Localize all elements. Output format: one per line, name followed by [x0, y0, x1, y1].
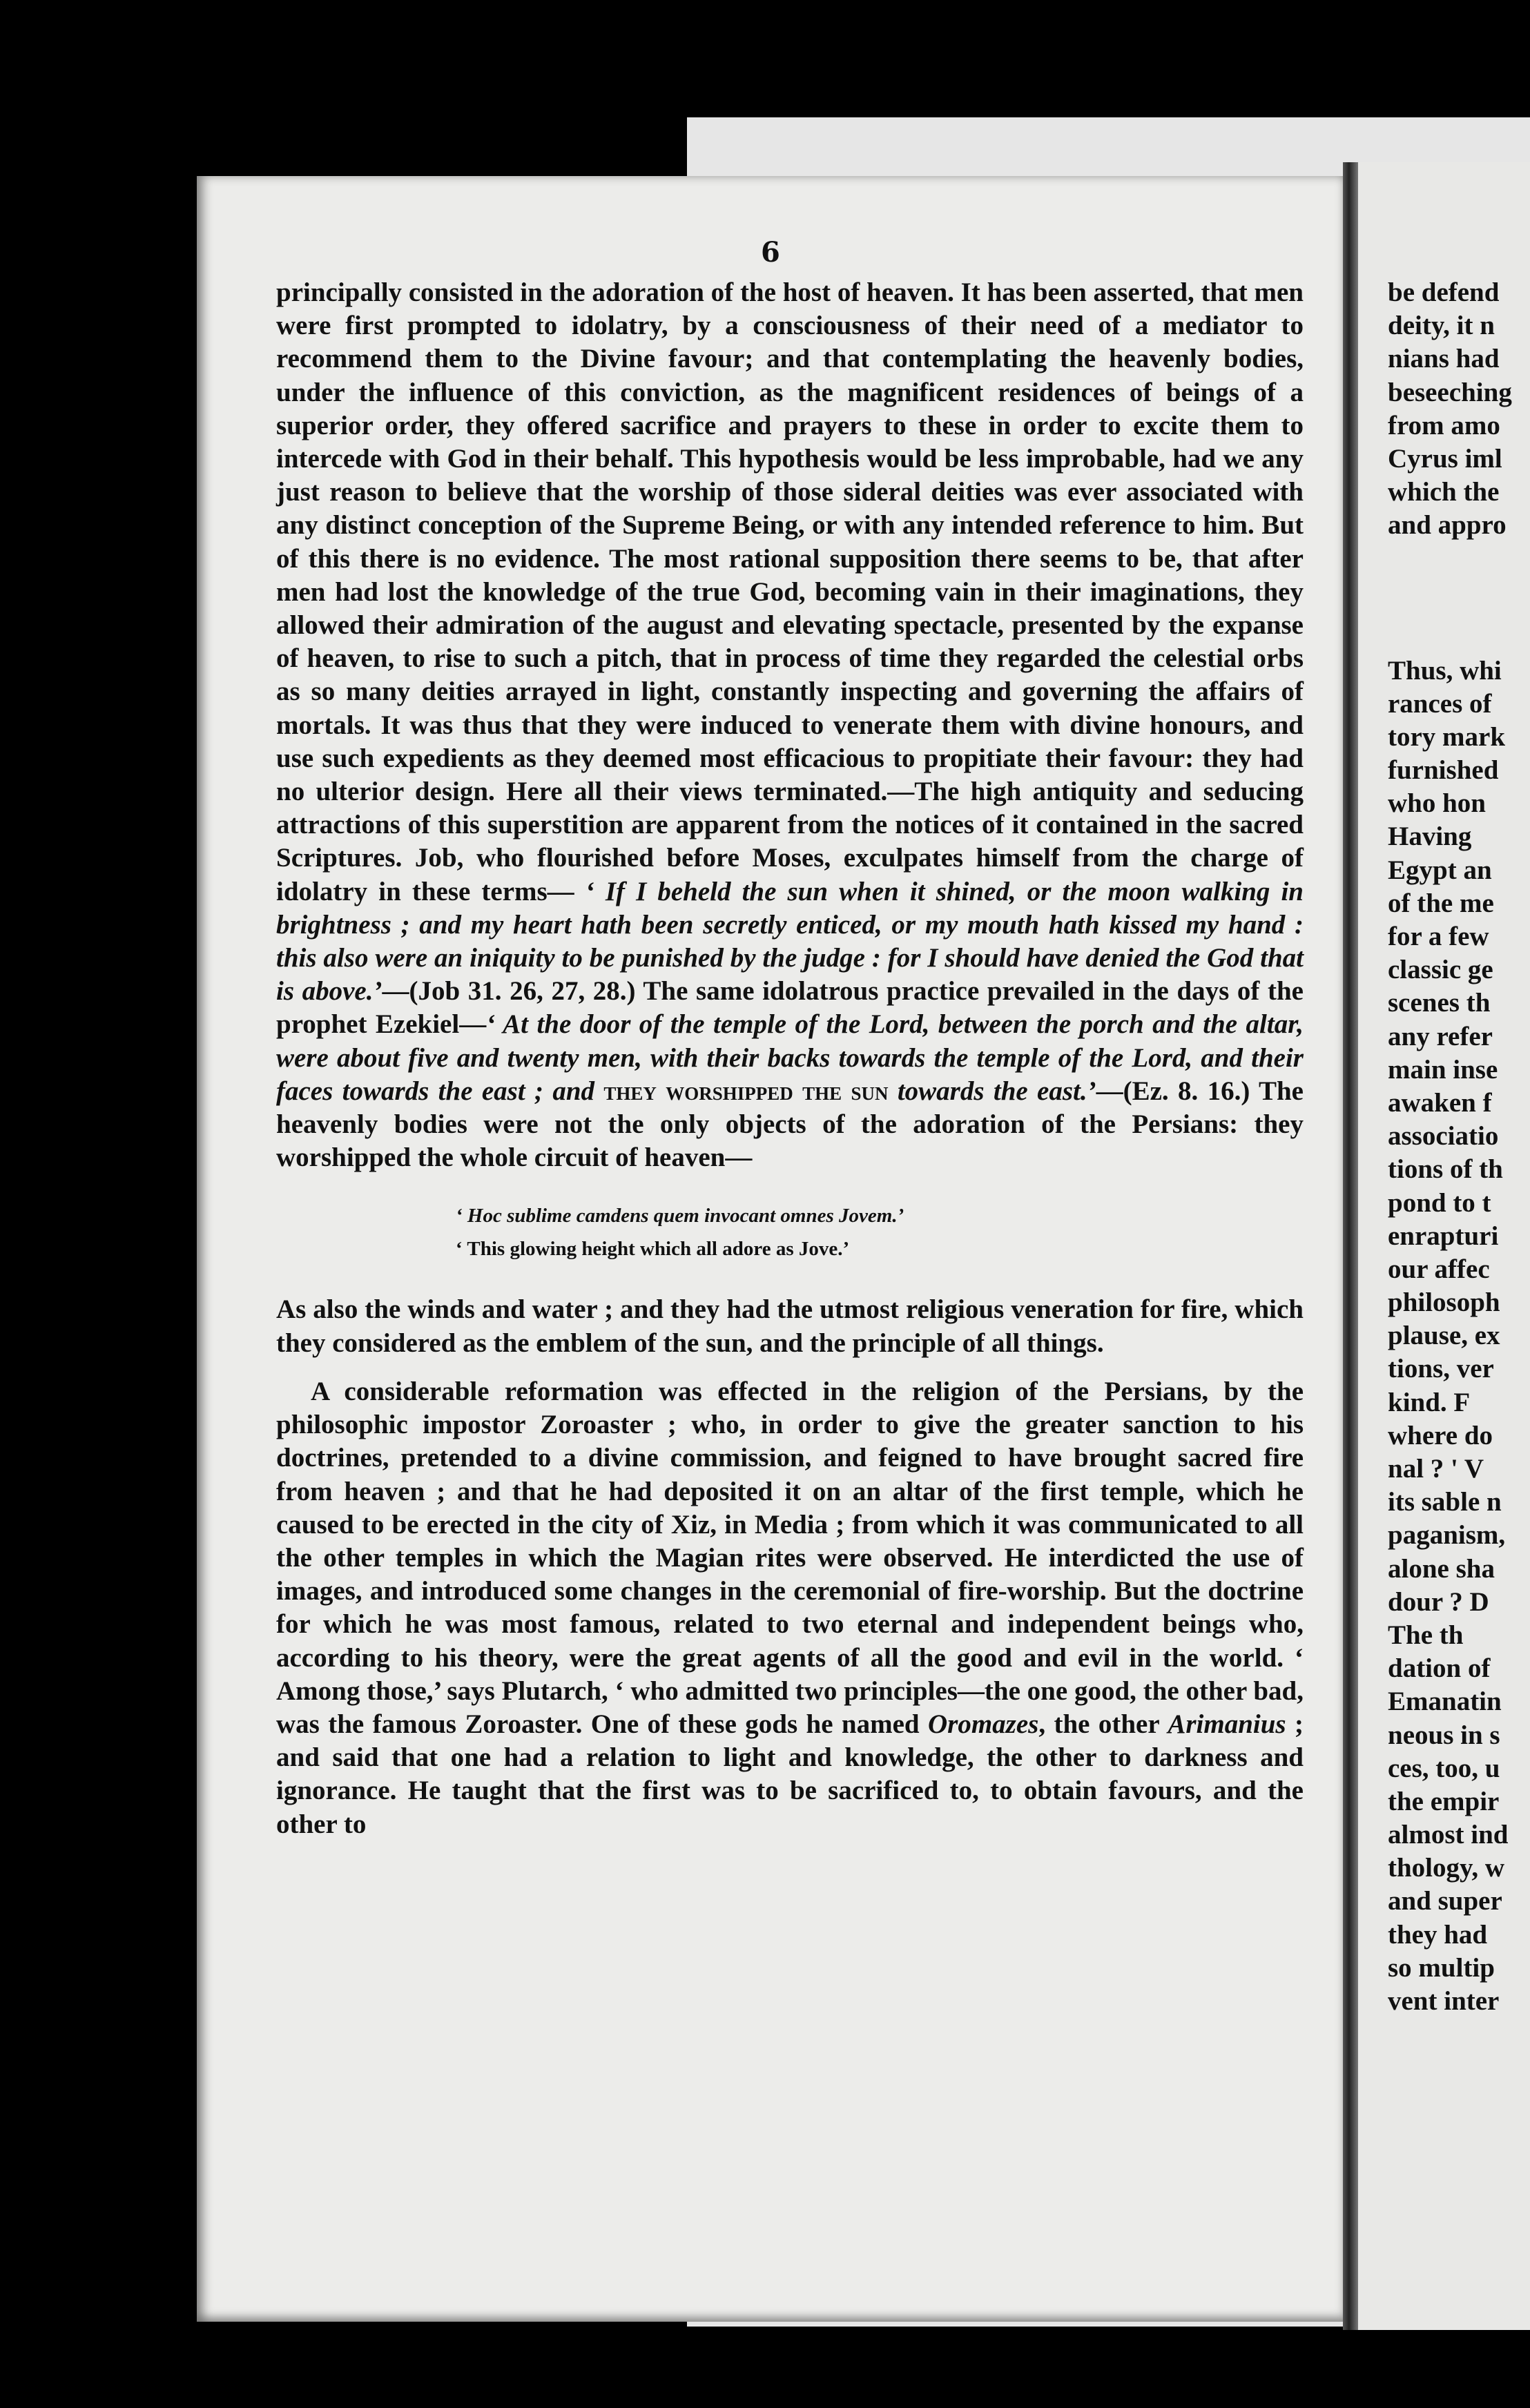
page-number: 6 [761, 236, 780, 269]
right-line: beseeching [1388, 377, 1512, 407]
right-line: nians had [1388, 344, 1500, 374]
right-line: Having [1388, 822, 1472, 852]
right-line: Emanatin [1388, 1687, 1502, 1717]
right-line: tory mark [1388, 721, 1506, 752]
paragraph-text: principally consisted in the adoration of the host of heaven. It has been asserted, that men were first prompted to idolatry, by a consciousness of their need of a mediator to recommend them to the Divine favour; and that contemplating the heavenly bodies, under the influence of this conviction, as the magnificent residences of beings of a superior order, they offered sacrifice and prayers to these in order to excite them to intercede with God in their behalf. This hypothesis would be less improbable, had we any just reason to believe that the worship of those sideral deities was ever associated with any distinct conception of the Supreme Being, or with any intended reference to him. But of this there is no evidence. The most rational supposition there seems to be, that after men had lost the knowledge of the true God, becoming vain in their imaginations, they allowed their admiration of the august and elevating spectacle, presented by the expanse of heaven, to rise to such a pitch, that in process of time they regarded the celestial orbs as so many deities arrayed in light, constantly inspecting and governing the affairs of mortals. It was thus that they were induced to venerate them with divine honours, and use such expedients as they deemed most efficacious to propitiate their favour: they had no ulterior design. Here all their views terminated.—The high antiquity and seducing attractions of this superstition are apparent from the notices of it contained in the sacred Scriptures. Job, who flourished before Moses, exculpates himself from the charge of idolatry in these terms— [276, 278, 1304, 906]
right-line: Cyrus iml [1388, 443, 1502, 474]
job-reference: —(Job 31. 26, 27, 28.) The same idolatrous practice prevailed in the days of the prophet Ezekiel— [276, 976, 1304, 1040]
right-line: where do [1388, 1420, 1493, 1450]
right-line: Thus, whi [1388, 655, 1502, 686]
ezekiel-quote-end: towards the east.’ [897, 1076, 1096, 1106]
oromazes-name: Oromazes [927, 1709, 1039, 1739]
right-line: associatio [1388, 1121, 1499, 1152]
right-line: The th [1388, 1620, 1464, 1650]
right-line: classic ge [1388, 955, 1493, 985]
right-page-text [1388, 276, 1530, 2018]
right-line: awaken f [1388, 1087, 1492, 1118]
right-line: Egypt an [1388, 855, 1492, 885]
main-text-column [276, 276, 1304, 1841]
ezekiel-small-caps: they worshipped the sun [603, 1076, 889, 1106]
paragraph-zoroaster [276, 1375, 1304, 1841]
right-line: for a few [1388, 922, 1489, 951]
right-line: furnished [1388, 755, 1499, 786]
right-line: deity, it n [1388, 311, 1495, 341]
right-line: nal ? ' V [1388, 1454, 1484, 1484]
right-line: philosoph [1388, 1288, 1500, 1318]
right-line: almost ind [1388, 1820, 1509, 1850]
ezekiel-reference: —(Ez. 8. 16.) The heavenly bodies were not the only objects of the adoration of the Persians: they worshipped the whole circuit of heaven— [276, 1076, 1304, 1173]
right-line: main inse [1388, 1054, 1498, 1085]
arimanius-name: Arimanius [1168, 1709, 1286, 1739]
paragraph-winds: As also the winds and water ; and they had the utmost religious veneration for fire, which they considered as the emblem of the sun, and the principle of all things. [276, 1294, 1304, 1358]
right-line: and appro [1388, 510, 1507, 541]
section-gap [1388, 543, 1530, 654]
right-line: paganism, [1388, 1520, 1506, 1551]
right-line: pond to t [1388, 1187, 1491, 1218]
right-line: enrapturi [1388, 1221, 1499, 1251]
right-line: which the [1388, 477, 1500, 507]
zoroaster-text-end: ; and said that one had a relation to light and knowledge, the other to darkness and ignorance. He taught that the first was to be sacrificed to, to obtain favours, and the other to [276, 1709, 1304, 1839]
right-line: of the me [1388, 888, 1494, 918]
right-line: dour ? D [1388, 1586, 1489, 1617]
right-line: dation of [1388, 1653, 1491, 1684]
ezekiel-quote: ‘ At the door of the temple of the Lord, between the porch and the altar, were about five and twenty men, with their backs towards the temple of the Lord, and their faces towards the east ; and [276, 1009, 1304, 1106]
verse-latin: ‘ Hoc sublime camdens quem invocant omnes Jovem.’ [456, 1205, 904, 1227]
right-line: kind. F [1388, 1387, 1471, 1417]
right-line: tions of th [1388, 1154, 1503, 1185]
right-line: plause, ex [1388, 1321, 1500, 1351]
book-gutter [1343, 162, 1358, 2330]
zoroaster-text: A considerable reformation was effected in the religion of the Persians, by the philosophic impostor Zoroaster ; who, in order to give the greater sanction to his doctrines, pretended to a divine commission, and feigned to have brought sacred fire from heaven ; and that he had deposited it on an altar of the first temple, which he caused to be erected in the city of Xiz, in Media ; from which it was communicated to all the other temples in which the Magian rites were observed. He interdicted the use of images, and introduced some changes in the ceremonial of fire-worship. But the doctrine for which he was most famous, related to two eternal and independent beings who, according to his theory, were the great agents of all the good and evil in the world. ‘ Among those,’ says Plutarch, ‘ who admitted two principles—the one good, the other bad, was the famous Zoroaster. One of these gods he named [276, 1376, 1304, 1739]
right-line: our affec [1388, 1254, 1490, 1284]
right-line: thology, w [1388, 1853, 1505, 1883]
right-line: ces, too, u [1388, 1753, 1500, 1783]
right-line: who hon [1388, 788, 1486, 819]
right-line: tions, ver [1388, 1354, 1494, 1384]
verse-english: ‘ This glowing height which all adore as Jove.’ [456, 1238, 850, 1261]
right-line: so multip [1388, 1952, 1495, 1983]
right-line: alone sha [1388, 1553, 1495, 1584]
zoroaster-text-mid: , the other [1038, 1709, 1159, 1739]
right-line: from amo [1388, 410, 1500, 440]
paragraph-idolatry [276, 276, 1304, 1174]
right-line: be defend [1388, 278, 1500, 307]
right-line: rances of [1388, 688, 1492, 719]
right-line: scenes th [1388, 988, 1491, 1018]
right-line: vent inter [1388, 1986, 1500, 2016]
right-line: its sable n [1388, 1487, 1502, 1517]
verse-block [456, 1199, 1304, 1265]
right-line: the empir [1388, 1786, 1500, 1816]
job-quote: ‘ If I beheld the sun when it shined, or the moon walking in brightness ; and my heart hath been secretly enticed, or my mouth hath kissed my hand : this also were an iniquity to be punished by the judge : for I should have denied the God that is above.’ [276, 876, 1304, 1007]
right-line: they had [1388, 1919, 1488, 1950]
right-line: and super [1388, 1886, 1502, 1916]
right-line: any refer [1388, 1021, 1493, 1051]
right-line: neous in s [1388, 1720, 1500, 1750]
